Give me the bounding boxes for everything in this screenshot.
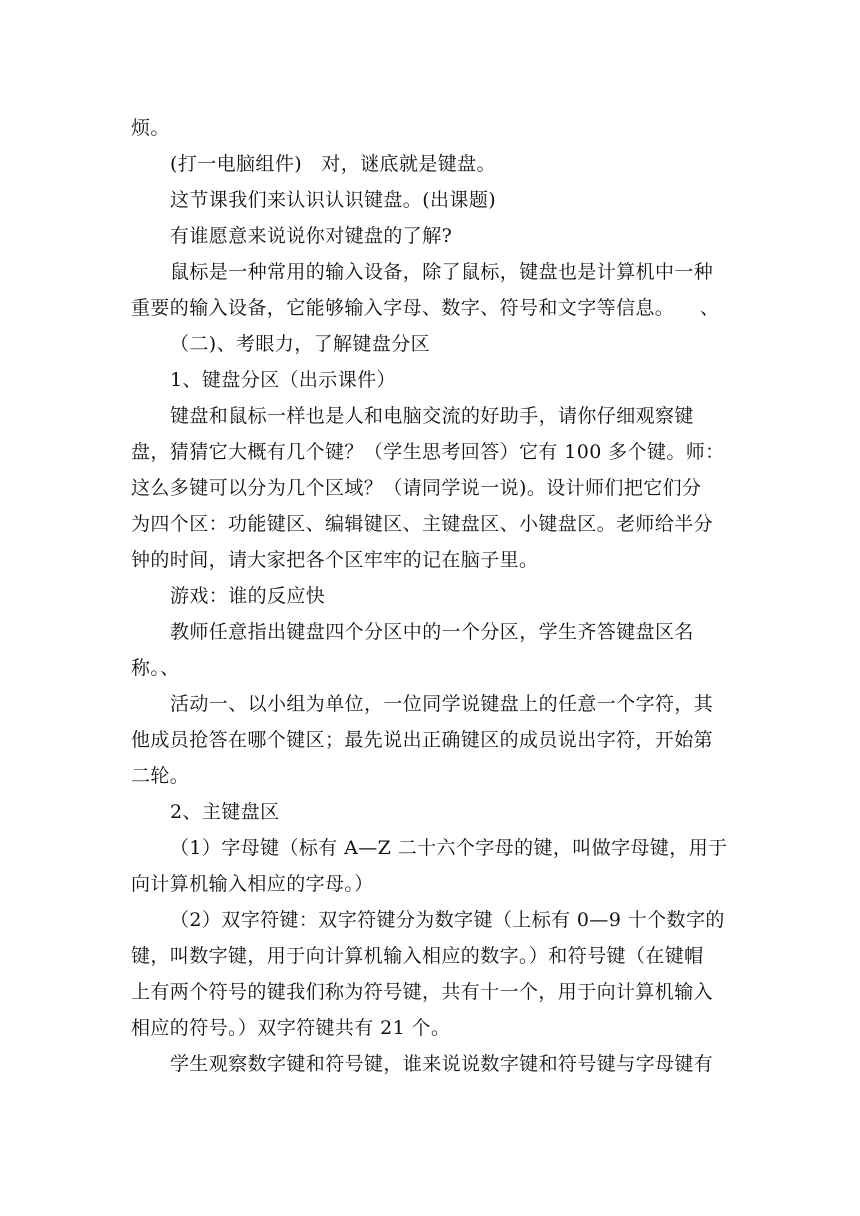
text-line: 这么多键可以分为几个区域？（请同学说一说)。设计师们把它们分 — [131, 477, 702, 499]
text-line: 重要的输入设备，它能够输入字母、数字、符号和文字等信息。 、 — [131, 297, 720, 319]
text-line: 键盘和鼠标一样也是人和电脑交流的好助手，请你仔细观察键 — [170, 405, 694, 427]
subsection-heading: 1、键盘分区（出示课件） — [170, 369, 396, 391]
text-line: 他成员抢答在哪个键区；最先说出正确键区的成员说出字符，开始第 — [131, 729, 714, 751]
text-line: 相应的符号。）双字符键共有 21 个。 — [131, 1017, 451, 1039]
text-line: 活动一、以小组为单位，一位同学说键盘上的任意一个字符，其 — [170, 693, 714, 715]
text-line: 二轮。 — [131, 765, 190, 787]
text-line: 为四个区：功能键区、编辑键区、主键盘区、小键盘区。老师给半分 — [131, 513, 714, 535]
text-line: 烦。 — [131, 117, 170, 139]
text-line: 称。、 — [131, 657, 180, 679]
text-line: 向计算机输入相应的字母。） — [131, 873, 374, 895]
text-line: （2）双字符键：双字符键分为数字键（上标有 0—9 十个数字的 — [170, 909, 725, 931]
text-line: 这节课我们来认识认识键盘。(出课题) — [170, 189, 497, 211]
text-line: (打一电脑组件) 对，谜底就是键盘。 — [170, 153, 496, 175]
text-line: 钟的时间，请大家把各个区牢牢的记在脑子里。 — [131, 549, 539, 571]
section-heading: （二)、考眼力，了解键盘分区 — [170, 333, 431, 355]
text-line: 学生观察数字键和符号键，谁来说说数字键和符号键与字母键有 — [170, 1053, 714, 1075]
text-line: 鼠标是一种常用的输入设备，除了鼠标，键盘也是计算机中一种 — [170, 261, 714, 283]
text-line: 游戏：谁的反应快 — [170, 585, 326, 607]
text-line: 盘，猜猜它大概有几个键？（学生思考回答）它有 100 多个键。师： — [131, 441, 725, 463]
text-line: 上有两个符号的键我们称为符号键，共有十一个，用于向计算机输入 — [131, 981, 714, 1003]
text-line: （1）字母键（标有 A—Z 二十六个字母的键，叫做字母键，用于 — [170, 837, 728, 859]
text-line: 键，叫数字键，用于向计算机输入相应的数字。）和符号键（在键帽 — [131, 945, 704, 967]
text-line: 教师任意指出键盘四个分区中的一个分区，学生齐答键盘区名 — [170, 621, 694, 643]
text-line: 有谁愿意来说说你对键盘的了解? — [170, 225, 453, 247]
subsection-heading: 2、主键盘区 — [170, 801, 280, 823]
